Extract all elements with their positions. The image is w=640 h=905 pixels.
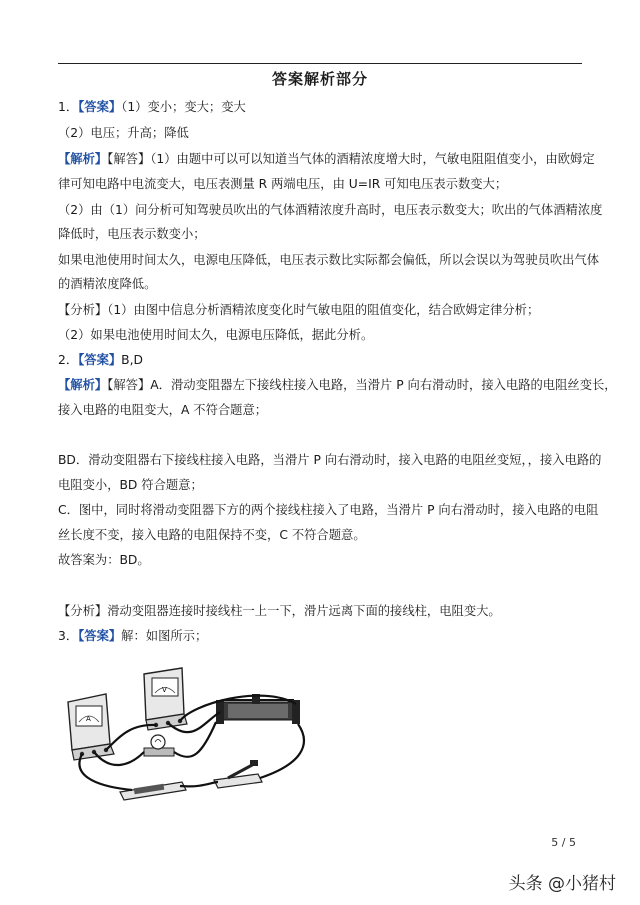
q2-fenxi-tag: 【分析】 xyxy=(58,604,108,618)
q1-explanation-line3: （2）由（1）问分析可知驾驶员吹出的气体酒精浓度升高时，电压表示数变大；吹出的气体酒精浓度 xyxy=(58,203,603,217)
q3-answer-tag: 【答案】 xyxy=(78,629,122,643)
q2-fenxi-line xyxy=(58,602,501,620)
q1-explanation-line5: 如果电池使用时间太久，电源电压降低，电压表示数比实际都会偏低，所以会误以为驾驶员吹出气体 xyxy=(58,253,600,267)
circuit-diagram-figure xyxy=(62,664,324,812)
switch-icon xyxy=(214,760,262,788)
q1-analysis-tag: 【解析】 xyxy=(58,152,108,166)
q1-solution-tag: 【解答】 xyxy=(107,152,151,166)
q1-explanation-line1 xyxy=(58,150,595,168)
q2-answer-tag: 【答案】 xyxy=(78,353,122,367)
q1-fenxi-tag: 【分析】 xyxy=(58,303,108,317)
q2-c-line1: C．图中，同时将滑动变阻器下方的两个接线柱接入了电路，当滑片 P 向右滑动时，接入电路的电阻 xyxy=(58,503,599,517)
q1-fenxi-line2: （2）如果电池使用时间太久，电源电压降低，据此分析。 xyxy=(58,328,374,342)
q2-answer-line xyxy=(58,351,143,369)
q2-bd-line1: BD．滑动变阻器右下接线柱接入电路，当滑片 P 向右滑动时，接入电路的电阻丝变短，，接入电路的 xyxy=(58,453,602,467)
q2-answer-text: B,D xyxy=(121,353,143,367)
q1-explanation-line6: 的酒精浓度降低。 xyxy=(58,277,157,291)
q1-number: 1． xyxy=(58,100,79,114)
q2-a-line1: A．滑动变阻器左下接线柱接入电路，当滑片 P 向右滑动时，接入电路的电阻丝变长， xyxy=(150,378,617,392)
q3-answer-line xyxy=(58,627,207,645)
q2-solution-tag: 【解答】 xyxy=(107,378,151,392)
q2-number: 2． xyxy=(58,353,79,367)
q2-fenxi: 滑动变阻器连接时接线柱一上一下，滑片远离下面的接线柱，电阻变大。 xyxy=(107,604,501,618)
page-number: 5 / 5 xyxy=(551,836,576,849)
q1-explanation-line2: 律可知电路中电流变大，电压表测量 R 两端电压，由 U=IR 可知电压表示数变大； xyxy=(58,177,508,191)
q2-explanation-line2: 接入电路的电阻变大，A 不符合题意； xyxy=(58,403,268,417)
ammeter-symbol: A xyxy=(86,715,91,723)
q1-answer-tag: 【答案】 xyxy=(78,100,122,114)
q1-fenxi1: （1）由图中信息分析酒精浓度变化时气敏电阻的阻值变化，结合欧姆定律分析； xyxy=(107,303,540,317)
q1-explanation-line4: 降低时，电压表示数变小； xyxy=(58,227,206,241)
voltmeter-symbol: V xyxy=(162,686,167,694)
q1-exp1a: （1）由题中可以可以知道当气体的酒精浓度增大时，气敏电阻阻值变小，由欧姆定 xyxy=(150,152,595,166)
page-title: 答案解析部分 xyxy=(271,70,368,88)
q1-answer-line2: （2）电压；升高；降低 xyxy=(58,126,189,140)
watermark: 头条 @小猪村 xyxy=(508,874,616,894)
battery-icon xyxy=(120,782,186,800)
q2-explanation-line1 xyxy=(58,376,617,394)
q3-number: 3． xyxy=(58,629,79,643)
bulb-icon xyxy=(144,735,174,756)
q3-answer-text: 解：如图所示； xyxy=(121,629,208,643)
q2-bd-line2: 电阻变小，BD 符合题意； xyxy=(58,478,203,492)
q2-conclusion: 故答案为：BD。 xyxy=(58,553,150,567)
header-rule xyxy=(58,63,582,64)
q1-fenxi-line1 xyxy=(58,301,539,319)
q2-c-line2: 丝长度不变，接入电路的电阻保持不变，C 不符合题意。 xyxy=(58,528,366,542)
q1-answer-text: （1）变小；变大；变大 xyxy=(121,100,246,114)
q1-answer-line xyxy=(58,98,246,116)
q2-analysis-tag: 【解析】 xyxy=(58,378,108,392)
